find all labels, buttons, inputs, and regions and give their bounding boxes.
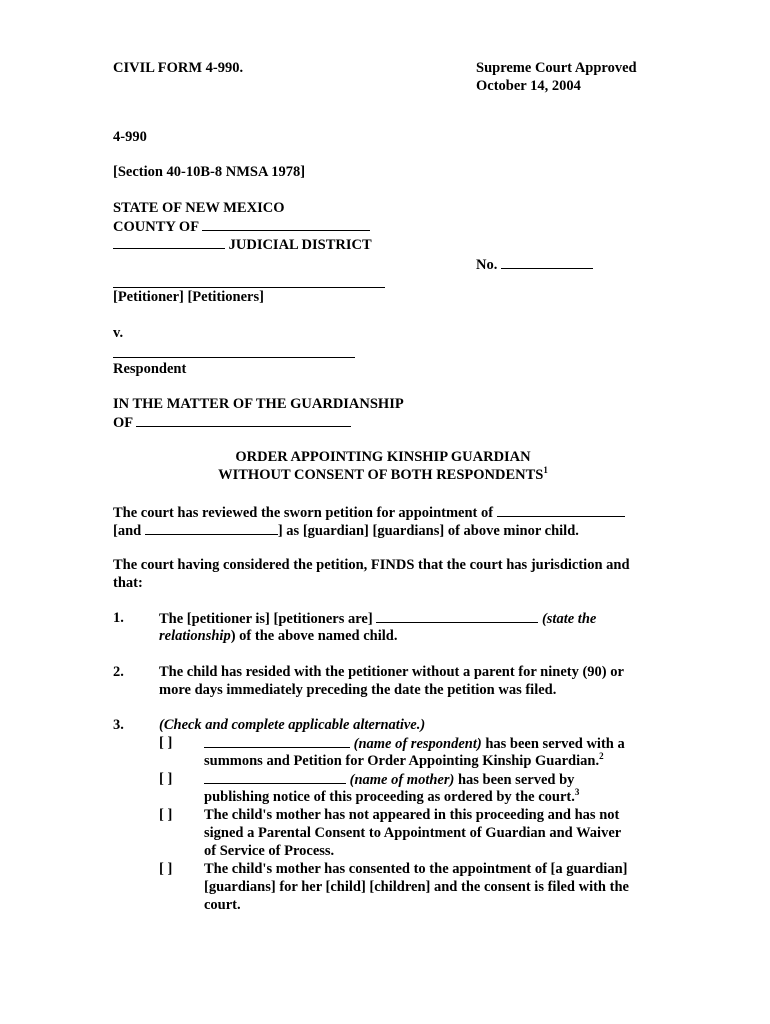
item-1-text-2: ) of the above named child.	[230, 628, 398, 644]
alt-1-line-1	[204, 734, 625, 753]
alt-2-hint: (name of mother)	[349, 772, 455, 788]
item-1-line-2	[159, 627, 397, 645]
alt-4-line-2: [guardians] for her [child] [children] and the consent is filed with the	[204, 879, 629, 895]
form-number: 4-990	[113, 129, 147, 145]
versus: v.	[113, 325, 124, 341]
alt-2-line-2	[204, 788, 579, 806]
title-line-2	[0, 466, 766, 484]
approval-label: Supreme Court Approved	[476, 60, 637, 76]
alt-1-checkbox[interactable]: [ ]	[159, 735, 173, 751]
item-3-instruction	[159, 716, 425, 734]
review-text: The court has reviewed the sworn petition for appointment of	[113, 505, 494, 521]
relationship-blank[interactable]	[376, 609, 538, 623]
district-label: JUDICIAL DISTRICT	[228, 237, 372, 253]
footnote-ref: 1	[543, 465, 548, 476]
alt-3-line-2: signed a Parental Consent to Appointment of Guardian and Waiver	[204, 825, 622, 841]
alt-2-text-2: publishing notice of this proceeding as ordered by the court.	[204, 789, 575, 805]
district-blank[interactable]	[113, 235, 225, 249]
form-id: CIVIL FORM 4-990.	[113, 60, 244, 76]
alt-1-line-2	[204, 752, 604, 770]
matter-line-2	[113, 413, 351, 432]
alt-3-line-3: of Service of Process.	[204, 843, 335, 859]
alt-2-text: has been served by	[454, 772, 575, 788]
matter-line-1: IN THE MATTER OF THE GUARDIANSHIP	[113, 396, 404, 412]
respondent-blank[interactable]	[113, 357, 355, 358]
alt-2-checkbox[interactable]: [ ]	[159, 771, 173, 787]
county-label: COUNTY OF	[113, 219, 199, 235]
alt-2-line-1	[204, 770, 574, 789]
item-3-number: 3.	[113, 717, 124, 733]
petitioner-label: [Petitioner] [Petitioners]	[113, 289, 264, 305]
finds-line-1: The court having considered the petition, FINDS that the court has jurisdiction and	[113, 557, 630, 573]
county-line	[113, 217, 370, 236]
item-2-line-1: The child has resided with the petitioner without a parent for ninety (90) or	[159, 664, 624, 680]
case-no-label: No.	[476, 257, 498, 273]
alt-4-checkbox[interactable]: [ ]	[159, 861, 173, 877]
item-1-number: 1.	[113, 610, 124, 626]
respondent-label: Respondent	[113, 361, 187, 377]
state-label: STATE OF NEW MEXICO	[113, 200, 285, 216]
item-3-hint: (Check and complete applicable alternative.)	[159, 717, 426, 733]
review-line-2	[113, 521, 579, 540]
title-line-1: ORDER APPOINTING KINSHIP GUARDIAN	[235, 449, 531, 465]
title-text: WITHOUT CONSENT OF BOTH RESPONDENTS	[218, 467, 544, 483]
guardian-name-blank[interactable]	[497, 503, 625, 517]
alt-4-line-3: court.	[204, 897, 241, 913]
alt-1-text-2: summons and Petition for Order Appointing Kinship Guardian.	[204, 753, 600, 769]
alt-1-text: has been served with a	[481, 736, 625, 752]
review-text-2: ] as [guardian] [guardians] of above minor child.	[277, 523, 579, 539]
alt-3-checkbox[interactable]: [ ]	[159, 807, 173, 823]
statute-reference: [Section 40-10B-8 NMSA 1978]	[113, 164, 306, 180]
item-1-hint: (state the	[541, 611, 597, 627]
respondent-name-blank[interactable]	[204, 734, 350, 748]
footnote-ref: 2	[599, 751, 604, 762]
item-2-number: 2.	[113, 664, 124, 680]
ward-name-blank[interactable]	[136, 413, 351, 427]
alt-4-line-1: The child's mother has consented to the appointment of [a guardian]	[204, 861, 628, 877]
second-guardian-blank[interactable]	[145, 521, 278, 535]
case-number-blank[interactable]	[501, 255, 593, 269]
approval-date: October 14, 2004	[476, 78, 581, 94]
matter-of-label: OF	[113, 415, 133, 431]
footnote-ref: 3	[574, 787, 580, 798]
district-line	[113, 235, 372, 254]
county-blank[interactable]	[202, 217, 370, 231]
item-1-line-1	[159, 609, 596, 628]
alt-1-hint: (name of respondent)	[353, 736, 482, 752]
alt-3-line-1: The child's mother has not appeared in this proceeding and has not	[204, 807, 620, 823]
finds-line-2: that:	[113, 575, 143, 591]
mother-name-blank[interactable]	[204, 770, 346, 784]
case-number-line	[476, 255, 593, 274]
item-2-line-2: more days immediately preceding the date the petition was filed.	[159, 682, 557, 698]
item-1-text: The [petitioner is] [petitioners are]	[159, 611, 373, 627]
review-line-1	[113, 503, 625, 522]
review-and: [and	[113, 523, 142, 539]
item-1-hint-2: relationship	[159, 628, 231, 644]
